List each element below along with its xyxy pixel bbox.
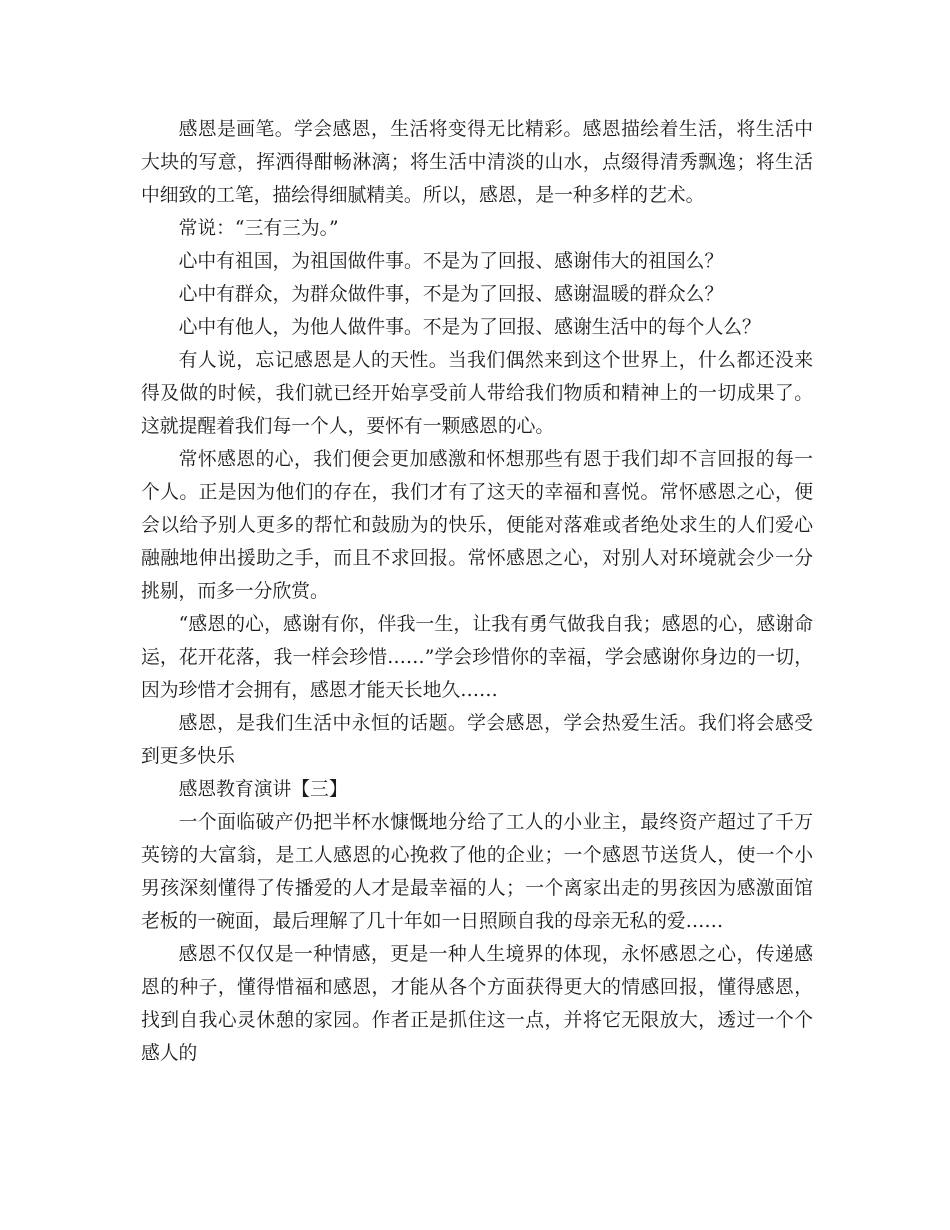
paragraph-others: 心中有他人，为他人做件事。不是为了回报、感谢生活中的每个人么？ (178, 317, 761, 338)
paragraph-saying: 常说：“三有三为。” (178, 218, 339, 239)
section-heading: 感恩教育演讲【三】 (178, 779, 348, 800)
document-body (141, 113, 813, 1070)
paragraph-life-realm: 感恩不仅仅是一种情感，更是一种人生境界的体现，永怀感恩之心，传递感恩的种子，懂得惜福和感恩，才能从各个方面获得更大的情感回报，懂得感恩，找到自我心灵休憩的家园。作者正是抓住这一点，并将它无限放大，透过一个个感人的 (141, 944, 813, 1064)
paragraph-grateful-heart: 常怀感恩的心，我们便会更加感激和怀想那些有恩于我们却不言回报的每一个人。正是因为他们的存在，我们才有了这天的幸福和喜悦。常怀感恩之心，便会以给予别人更多的帮忙和鼓励为的快乐，便能对落难或者绝处求生的人们爱心融融地伸出援助之手，而且不求回报。常怀感恩之心，对别人对环境就会少一分挑剔，而多一分欣赏。 (141, 449, 813, 602)
paragraph-eternal-topic: 感恩，是我们生活中永恒的话题。学会感恩，学会热爱生活。我们将会感受到更多快乐 (141, 713, 813, 767)
paragraph-motherland: 心中有祖国，为祖国做件事。不是为了回报、感谢伟大的祖国么？ (178, 251, 724, 272)
paragraph-human-nature: 有人说，忘记感恩是人的天性。当我们偶然来到这个世界上，什么都还没来得及做的时候，我们就已经开始享受前人带给我们物质和精神上的一切成果了。这就提醒着我们每一个人，要怀有一颗感恩的心。 (141, 350, 813, 437)
paragraph-masses: 心中有群众，为群众做件事，不是为了回报、感谢温暖的群众么？ (178, 284, 724, 305)
paragraph-gratitude-brush: 感恩是画笔。学会感恩，生活将变得无比精彩。感恩描绘着生活，将生活中大块的写意，挥洒得酣畅淋漓；将生活中清淡的山水，点缀得清秀飘逸；将生活中细致的工笔，描绘得细腻精美。所以，感恩，是一种多样的艺术。 (141, 119, 813, 206)
paragraph-song-quote: “感恩的心，感谢有你，伴我一生，让我有勇气做我自我；感恩的心，感谢命运，花开花落，我一样会珍惜……”学会珍惜你的幸福，学会感谢你身边的一切，因为珍惜才会拥有，感恩才能天长地久…… (141, 614, 813, 701)
paragraph-stories: 一个面临破产仍把半杯水慷慨地分给了工人的小业主，最终资产超过了千万英镑的大富翁，是工人感恩的心挽救了他的企业；一个感恩节送货人，使一个小男孩深刻懂得了传播爱的人才是最幸福的人；一个离家出走的男孩因为感激面馆老板的一碗面，最后理解了几十年如一日照顾自我的母亲无私的爱…… (141, 812, 813, 932)
